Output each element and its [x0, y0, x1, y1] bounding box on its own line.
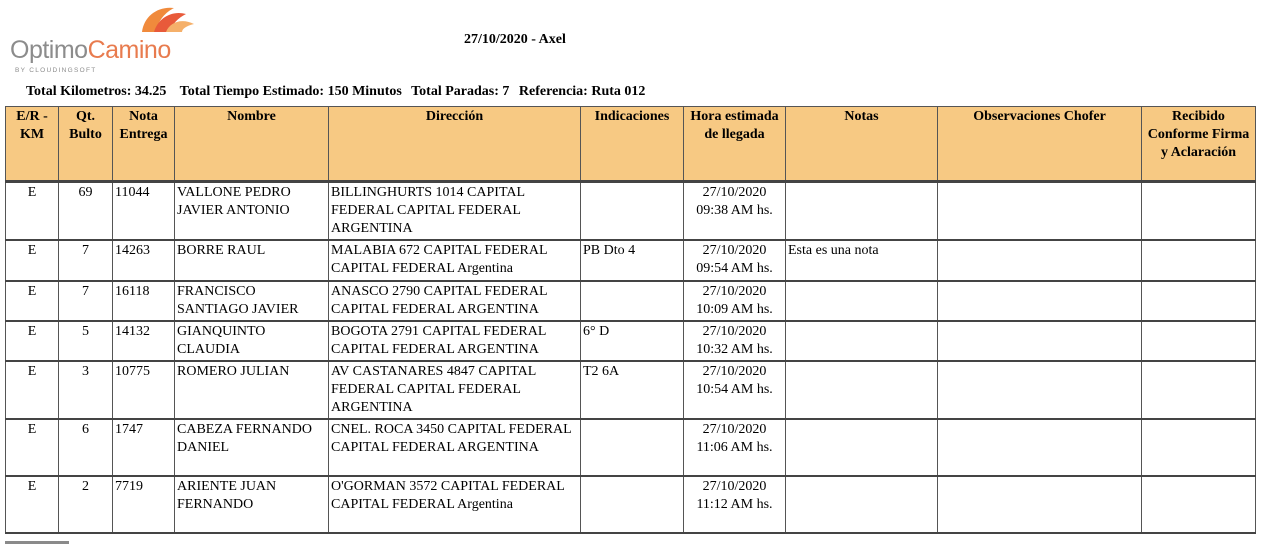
cell-nota-entrega: 11044: [113, 182, 175, 241]
cell-fecha: 27/10/2020: [702, 324, 767, 339]
cell-qt-bulto: 7: [59, 240, 113, 281]
col-hora-estimada: Hora estimada de llegada: [684, 107, 786, 182]
col-observaciones-chofer: Observaciones Chofer: [938, 107, 1142, 182]
table-row: [6, 182, 1256, 241]
cell-hora-estimada: [684, 361, 786, 419]
cell-fecha: 27/10/2020: [702, 284, 767, 299]
table-row: [6, 321, 1256, 361]
cell-nota-entrega: 16118: [113, 281, 175, 321]
cell-nota-entrega: 1747: [113, 419, 175, 476]
cell-hora-estimada: [684, 281, 786, 321]
cell-observaciones-chofer: [938, 476, 1142, 533]
cell-qt-bulto: 7: [59, 281, 113, 321]
cell-nombre: BORRE RAUL: [175, 240, 329, 281]
cell-observaciones-chofer: [938, 419, 1142, 476]
cell-nombre: FRANCISCO SANTIAGO JAVIER: [175, 281, 329, 321]
cell-er-km: E: [6, 281, 59, 321]
table-row: [6, 240, 1256, 281]
summary-paradas: Total Paradas: 7: [411, 84, 510, 99]
cell-observaciones-chofer: [938, 182, 1142, 241]
col-recibido-conforme: Recibido Conforme Firma y Aclaración: [1142, 107, 1256, 182]
col-direccion: Dirección: [329, 107, 581, 182]
cell-notas: [786, 361, 938, 419]
cell-hora-estimada: [684, 321, 786, 361]
cell-direccion: ANASCO 2790 CAPITAL FEDERAL CAPITAL FEDERAL ARGENTINA: [329, 281, 581, 321]
cell-er-km: E: [6, 321, 59, 361]
cell-fecha: 27/10/2020: [702, 243, 767, 258]
cell-direccion: MALABIA 672 CAPITAL FEDERAL CAPITAL FEDERAL Argentina: [329, 240, 581, 281]
cell-indicaciones: [581, 419, 684, 476]
table-header-row: [6, 107, 1256, 182]
cell-notas: [786, 182, 938, 241]
cell-hora: 11:06 AM hs.: [696, 440, 773, 455]
cell-observaciones-chofer: [938, 361, 1142, 419]
col-notas: Notas: [786, 107, 938, 182]
cell-hora: 09:54 AM hs.: [696, 261, 773, 276]
summary-km: Total Kilometros: 34.25: [26, 84, 167, 99]
cell-nota-entrega: 10775: [113, 361, 175, 419]
col-er-km: E/R - KM: [6, 107, 59, 182]
cell-hora: 10:09 AM hs.: [696, 302, 773, 317]
table-row: [6, 419, 1256, 476]
cell-nota-entrega: 14263: [113, 240, 175, 281]
cell-observaciones-chofer: [938, 240, 1142, 281]
cell-recibido-conforme: [1142, 321, 1256, 361]
cell-notas: [786, 321, 938, 361]
cell-recibido-conforme: [1142, 240, 1256, 281]
cell-hora: 10:32 AM hs.: [696, 342, 773, 357]
table-row: [6, 476, 1256, 533]
cell-nombre: ROMERO JULIAN: [175, 361, 329, 419]
cell-hora: 11:12 AM hs.: [696, 497, 773, 512]
cell-nombre: VALLONE PEDRO JAVIER ANTONIO: [175, 182, 329, 241]
cell-hora-estimada: [684, 476, 786, 533]
cell-indicaciones: T2 6A: [581, 361, 684, 419]
cell-notas: [786, 476, 938, 533]
cell-recibido-conforme: [1142, 361, 1256, 419]
cell-observaciones-chofer: [938, 281, 1142, 321]
cell-recibido-conforme: [1142, 182, 1256, 241]
cell-direccion: BILLINGHURTS 1014 CAPITAL FEDERAL CAPITAL FEDERAL ARGENTINA: [329, 182, 581, 241]
cell-nota-entrega: 7719: [113, 476, 175, 533]
cell-nombre: ARIENTE JUAN FERNANDO: [175, 476, 329, 533]
cell-observaciones-chofer: [938, 321, 1142, 361]
cell-er-km: E: [6, 419, 59, 476]
cell-qt-bulto: 69: [59, 182, 113, 241]
cell-fecha: 27/10/2020: [702, 422, 767, 437]
cell-hora: 10:54 AM hs.: [696, 382, 773, 397]
cell-fecha: 27/10/2020: [702, 185, 767, 200]
cell-hora-estimada: [684, 182, 786, 241]
cell-hora-estimada: [684, 419, 786, 476]
col-nota-entrega: Nota Entrega: [113, 107, 175, 182]
cell-direccion: BOGOTA 2791 CAPITAL FEDERAL CAPITAL FEDERAL ARGENTINA: [329, 321, 581, 361]
cell-nota-entrega: 14132: [113, 321, 175, 361]
cell-direccion: O'GORMAN 3572 CAPITAL FEDERAL CAPITAL FEDERAL Argentina: [329, 476, 581, 533]
cell-recibido-conforme: [1142, 281, 1256, 321]
summary-referencia: Referencia: Ruta 012: [518, 84, 646, 99]
cell-er-km: E: [6, 240, 59, 281]
cell-indicaciones: PB Dto 4: [581, 240, 684, 281]
table-row: [6, 281, 1256, 321]
cell-fecha: 27/10/2020: [702, 479, 767, 494]
cell-indicaciones: 6° D: [581, 321, 684, 361]
cell-notas: [786, 281, 938, 321]
col-indicaciones: Indicaciones: [581, 107, 684, 182]
cell-qt-bulto: 5: [59, 321, 113, 361]
summary-tiempo: Total Tiempo Estimado: 150 Minutos: [179, 84, 402, 99]
cell-recibido-conforme: [1142, 419, 1256, 476]
cell-nombre: CABEZA FERNANDO DANIEL: [175, 419, 329, 476]
cell-er-km: E: [6, 476, 59, 533]
col-qt-bulto: Qt. Bulto: [59, 107, 113, 182]
cell-recibido-conforme: [1142, 476, 1256, 533]
cell-direccion: CNEL. ROCA 3450 CAPITAL FEDERAL CAPITAL FEDERAL ARGENTINA: [329, 419, 581, 476]
cell-qt-bulto: 3: [59, 361, 113, 419]
optimocamino-logo: [8, 2, 208, 76]
route-summary: [26, 84, 655, 100]
deliveries-table: [5, 106, 1256, 534]
cell-indicaciones: [581, 182, 684, 241]
cell-fecha: 27/10/2020: [702, 364, 767, 379]
cell-hora: 09:38 AM hs.: [696, 203, 773, 218]
cell-er-km: E: [6, 361, 59, 419]
cell-hora-estimada: [684, 240, 786, 281]
cell-notas: [786, 419, 938, 476]
cell-qt-bulto: 6: [59, 419, 113, 476]
cell-notas: Esta es una nota: [786, 240, 938, 281]
cell-indicaciones: [581, 476, 684, 533]
cell-er-km: E: [6, 182, 59, 241]
col-nombre: Nombre: [175, 107, 329, 182]
logo-wordmark: OptimoCamino: [10, 36, 171, 64]
cell-qt-bulto: 2: [59, 476, 113, 533]
page-title: 27/10/2020 - Axel: [464, 32, 566, 47]
cell-indicaciones: [581, 281, 684, 321]
logo-byline: BY CLOUDINGSOFT: [15, 67, 97, 74]
cell-nombre: GIANQUINTO CLAUDIA: [175, 321, 329, 361]
table-row: [6, 361, 1256, 419]
cell-direccion: AV CASTANARES 4847 CAPITAL FEDERAL CAPITAL FEDERAL ARGENTINA: [329, 361, 581, 419]
